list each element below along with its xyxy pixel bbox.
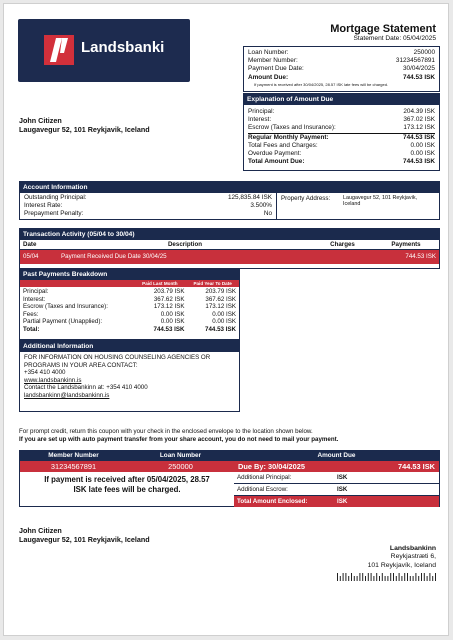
property-address-value: Laugavegur 52, 101 Reykjavik, Iceland <box>343 195 418 207</box>
regular-payment-label: Regular Monthly Payment: <box>248 133 329 141</box>
col-charges: Charges <box>330 241 355 248</box>
past-payment-ytd: 203.79 ISK <box>205 288 236 295</box>
explanation-row <box>248 124 435 133</box>
explanation-row-label: Total Fees and Charges: <box>248 141 318 149</box>
mailing-name: John Citizen <box>19 526 62 535</box>
explanation-row <box>248 142 435 150</box>
past-payment-label: Interest: <box>23 295 46 303</box>
counseling-info: FOR INFORMATION ON HOUSING COUNSELING AGENCIES OR PROGRAMS IN YOUR AREA CONTACT: <box>24 354 211 369</box>
additional-info-box <box>19 340 240 412</box>
past-payments-box <box>19 268 240 340</box>
row-date: 05/04 <box>23 253 39 261</box>
loan-number-value: 250000 <box>413 49 435 56</box>
coupon-instructions <box>19 428 444 444</box>
past-payment-ytd: 173.12 ISK <box>205 303 236 311</box>
explanation-header: Explanation of Amount Due <box>244 94 439 105</box>
loan-number-label: Loan Number: <box>248 49 289 56</box>
paid-last-month-col: Paid Last Month <box>142 281 178 286</box>
remit-name: Landsbankinn <box>389 545 436 552</box>
payment-due-label: Payment Due Date: <box>248 65 304 73</box>
statement-title: Mortgage Statement <box>330 23 436 35</box>
email-link[interactable]: landsbankinn@landsbankinn.is <box>24 391 110 399</box>
account-row-label: Outstanding Principal: <box>24 194 87 201</box>
member-number-label: Member Number: <box>248 57 298 65</box>
col-date: Date <box>23 241 37 248</box>
account-row <box>24 210 272 218</box>
past-payment-last-month: 173.12 ISK <box>153 303 185 311</box>
customer-address: Laugavegur 52, 101 Reykjavik, Iceland <box>19 125 150 134</box>
coupon-due-amount: 744.53 ISK <box>398 462 435 471</box>
member-number-value: 31234567891 <box>395 57 435 65</box>
logo-mark-icon <box>44 35 74 65</box>
property-address-label: Property Address: <box>281 195 331 202</box>
additional-principal-label: Additional Principal: <box>237 474 292 481</box>
account-row-value: 125,835.84 ISK <box>227 194 272 201</box>
past-payment-row <box>23 288 236 296</box>
customer-block <box>19 116 150 134</box>
remittance-address <box>368 545 436 570</box>
table-row <box>20 250 439 264</box>
contact-line: Contact the Landsbankinn at: +354 410 4000 <box>24 384 148 392</box>
total-due-value: 744.53 ISK <box>403 158 435 166</box>
account-row-value: No <box>263 210 272 218</box>
explanation-row-value: 0.00 ISK <box>410 141 435 149</box>
past-payment-row <box>23 303 236 311</box>
past-total-last-month: 744.53 ISK <box>153 325 185 333</box>
website-link[interactable]: www.landsbankinn.is <box>24 376 82 384</box>
explanation-box <box>243 93 440 171</box>
past-payment-ytd: 0.00 ISK <box>212 318 236 326</box>
past-total-ytd: 744.53 ISK <box>205 325 236 333</box>
total-enclosed-field[interactable]: ISK <box>337 498 348 505</box>
past-payment-label: Fees: <box>23 310 39 318</box>
explanation-row-value: 204.39 ISK <box>403 108 435 115</box>
past-payment-ytd: 367.62 ISK <box>205 295 236 303</box>
past-payment-last-month: 0.00 ISK <box>160 310 185 318</box>
account-row-label: Interest Rate: <box>24 202 63 210</box>
coupon-late-fee: If payment is received after 05/04/2025, 28.57 ISK late fees will be charged. <box>44 475 210 494</box>
mailing-address: Laugavegur 52, 101 Reykjavik, Iceland <box>19 535 150 544</box>
logo-text: Landsbanki <box>81 39 165 56</box>
additional-escrow-label: Additional Escrow: <box>237 486 288 493</box>
loan-summary-box <box>243 46 440 92</box>
postal-barcode <box>337 573 438 581</box>
coupon-loan-value: 250000 <box>168 462 193 471</box>
transaction-table <box>20 240 439 264</box>
auto-payment-note: If you are set up with auto payment transfer from your share account, you do not need to mail your payment. <box>19 435 339 443</box>
coupon-loan-col: Loan Number <box>159 452 202 459</box>
account-row <box>24 194 272 202</box>
explanation-row <box>248 150 435 158</box>
transaction-activity-box <box>19 228 440 269</box>
regular-payment-value: 744.53 ISK <box>403 133 435 141</box>
explanation-row-label: Principal: <box>248 108 275 115</box>
past-total-label: Total: <box>23 325 40 333</box>
col-payments: Payments <box>391 241 421 248</box>
total-due-label: Total Amount Due: <box>248 158 305 166</box>
past-payments-header: Past Payments Breakdown <box>20 269 239 280</box>
additional-info-header: Additional Information <box>20 341 239 352</box>
explanation-row-label: Escrow (Taxes and Insurance): <box>248 124 336 132</box>
past-payment-label: Principal: <box>23 288 49 295</box>
account-row <box>24 202 272 210</box>
coupon-amount-col: Amount Due <box>317 452 356 459</box>
account-info-header: Account Information <box>20 182 439 193</box>
customer-name: John Citizen <box>19 116 62 125</box>
past-payment-label: Partial Payment (Unapplied): <box>23 318 103 326</box>
transaction-header: Transaction Activity (05/04 to 30/04) <box>20 229 439 240</box>
coupon-member-value: 31234567891 <box>50 462 97 471</box>
coupon-due-by: Due By: 30/04/2025 <box>238 462 305 471</box>
row-description: Payment Received Due Date 30/04/25 <box>61 253 167 261</box>
remit-city: 101 Reykjavík, Iceland <box>367 561 436 569</box>
explanation-row <box>248 108 435 116</box>
past-payment-last-month: 0.00 ISK <box>160 318 185 326</box>
past-payment-ytd: 0.00 ISK <box>212 310 236 318</box>
explanation-row-value: 367.02 ISK <box>403 116 435 124</box>
account-row-value: 3.500% <box>250 202 272 210</box>
statement-date: Statement Date: 05/04/2025 <box>353 35 436 42</box>
past-payment-row <box>23 318 236 326</box>
remit-street: Reykjastræti 6, <box>390 553 436 561</box>
payment-coupon <box>19 450 440 507</box>
total-enclosed-label: Total Amount Enclosed: <box>237 498 308 505</box>
explanation-row-label: Interest: <box>248 116 272 124</box>
payment-due-value: 30/04/2025 <box>403 65 435 73</box>
past-payment-label: Escrow (Taxes and Insurance): <box>23 303 108 311</box>
coupon-member-col: Member Number <box>48 452 99 459</box>
bank-logo <box>18 19 190 82</box>
row-charges <box>312 250 373 264</box>
mailing-customer <box>19 526 150 544</box>
paid-ytd-col: Paid Year To Date <box>193 281 232 286</box>
explanation-row-value: 0.00 ISK <box>410 150 435 158</box>
past-payment-last-month: 367.62 ISK <box>153 295 185 303</box>
additional-principal-field[interactable]: ISK <box>337 474 348 481</box>
statement-page <box>3 3 449 636</box>
past-payment-row <box>23 311 236 319</box>
explanation-row-value: 173.12 ISK <box>403 124 435 132</box>
additional-escrow-field[interactable]: ISK <box>337 486 348 493</box>
late-fee-note: If payment is received after 30/04/2025, 28.57 ISK late fees will be charged. <box>254 81 389 87</box>
coupon-note: For prompt credit, return this coupon with your check in the enclosed envelope to the location shown below. <box>19 428 313 435</box>
explanation-row <box>248 116 435 124</box>
account-info-box <box>19 181 440 220</box>
past-payment-last-month: 203.79 ISK <box>153 288 185 295</box>
col-description: Description <box>167 241 203 248</box>
amount-due-label: Amount Due: <box>248 73 289 81</box>
statement-heading <box>330 23 436 42</box>
explanation-row-label: Overdue Payment: <box>248 150 302 158</box>
row-payments: 744.53 ISK <box>405 253 436 261</box>
past-payment-row <box>23 296 236 304</box>
amount-due-value: 744.53 ISK <box>403 73 435 81</box>
counseling-phone: +354 410 4000 <box>24 369 66 377</box>
account-row-label: Prepayment Penalty: <box>24 210 84 218</box>
